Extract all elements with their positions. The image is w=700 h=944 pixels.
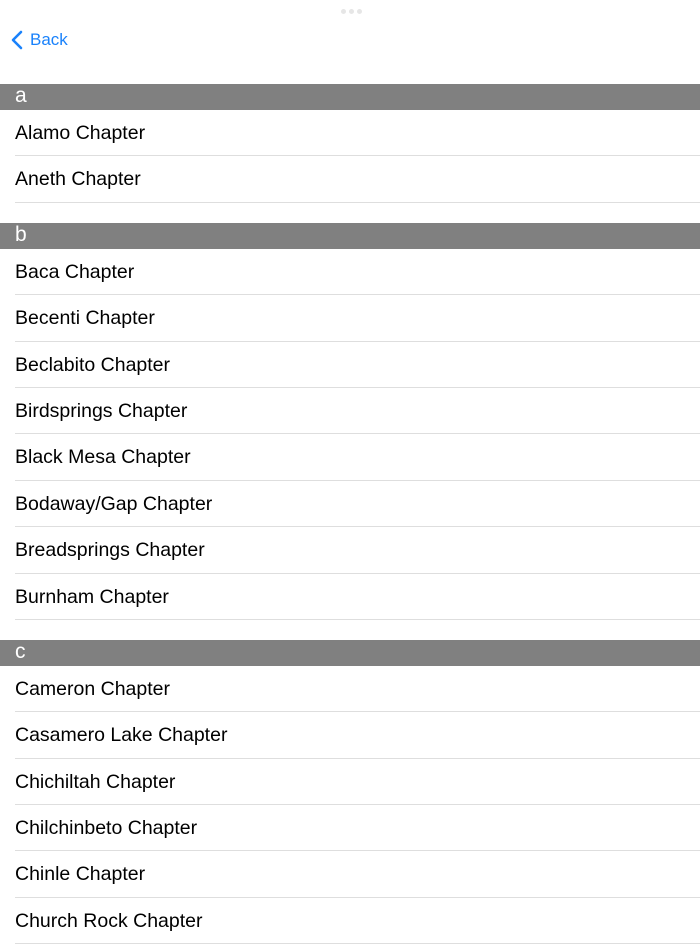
list-item[interactable]: Cameron Chapter	[15, 666, 700, 712]
back-label: Back	[30, 30, 68, 49]
list-item[interactable]: Birdsprings Chapter	[15, 388, 700, 434]
list-item[interactable]: Casamero Lake Chapter	[15, 712, 700, 758]
list-item[interactable]: Bodaway/Gap Chapter	[15, 481, 700, 527]
section-header-a: a	[0, 84, 700, 110]
chevron-left-icon	[11, 30, 23, 50]
list-item[interactable]: Aneth Chapter	[15, 156, 700, 202]
list-item[interactable]: Chilchinbeto Chapter	[15, 805, 700, 851]
list-item[interactable]: Beclabito Chapter	[15, 342, 700, 388]
list-item[interactable]: Chinle Chapter	[15, 851, 700, 897]
list-item[interactable]: Alamo Chapter	[15, 110, 700, 156]
section-spacer	[0, 203, 700, 223]
navigation-bar	[0, 0, 700, 84]
list-item[interactable]: Becenti Chapter	[15, 295, 700, 341]
list-item[interactable]: Baca Chapter	[15, 249, 700, 295]
section-spacer	[0, 620, 700, 640]
back-button[interactable]	[11, 30, 68, 50]
section-header-c: c	[0, 640, 700, 666]
list-item[interactable]: Breadsprings Chapter	[15, 527, 700, 573]
section-header-b: b	[0, 223, 700, 249]
list-item[interactable]: Church Rock Chapter	[15, 898, 700, 944]
list-item[interactable]: Chichiltah Chapter	[15, 759, 700, 805]
chapter-list[interactable]	[0, 84, 700, 944]
list-item[interactable]: Burnham Chapter	[15, 574, 700, 620]
list-item[interactable]: Black Mesa Chapter	[15, 434, 700, 480]
